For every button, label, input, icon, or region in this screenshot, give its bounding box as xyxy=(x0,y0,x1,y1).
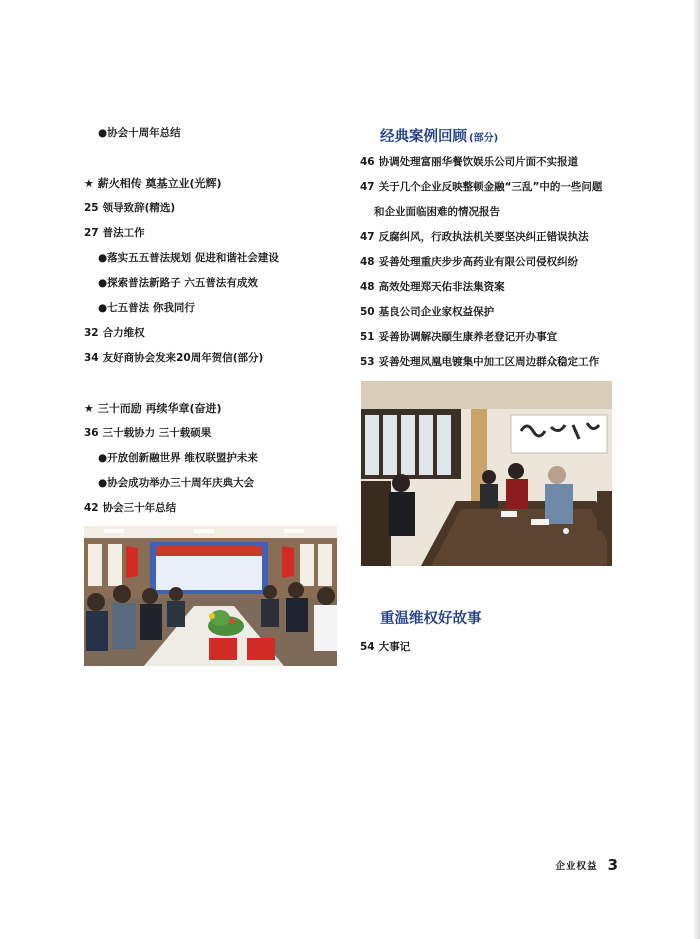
toc-item[interactable]: 36 三十载协力 三十载硕果 xyxy=(84,426,212,439)
case-item[interactable]: 53 妥善处理凤凰电镀集中加工区周边群众稳定工作 xyxy=(360,355,600,368)
cases-title-text: 经典案例回顾 xyxy=(380,129,467,145)
page-footer xyxy=(556,856,618,874)
toc-item[interactable]: ●协会十周年总结 xyxy=(98,126,181,139)
case-item[interactable]: 51 妥善协调解决颐生康养老登记开办事宜 xyxy=(360,330,558,343)
story-item[interactable]: 54 大事记 xyxy=(360,640,411,653)
toc-item[interactable]: 32 合力维权 xyxy=(84,326,145,339)
meeting-photo-left-illustration xyxy=(84,526,337,666)
cases-title-suffix: (部分) xyxy=(469,133,499,144)
case-item[interactable]: 46 协调处理富丽华餐饮娱乐公司片面不实报道 xyxy=(360,155,579,168)
case-item[interactable]: 47 关于几个企业反映整顿金融“三乱”中的一些问题 xyxy=(360,180,603,193)
meeting-photo-left xyxy=(84,526,337,666)
toc-subitem[interactable]: ●探索普法新路子 六五普法有成效 xyxy=(98,276,258,289)
toc-left-column xyxy=(84,120,349,520)
toc-section-heading: ★ 薪火相传 奠基立业(光辉) xyxy=(84,176,222,190)
toc-section-heading: ★ 三十而励 再续华章(奋进) xyxy=(84,401,222,415)
case-item[interactable]: 48 妥善处理重庆步步高药业有限公司侵权纠纷 xyxy=(360,255,579,268)
case-item-continuation: 和企业面临困难的情况报告 xyxy=(374,205,500,218)
toc-subitem[interactable]: ●七五普法 你我同行 xyxy=(98,301,195,314)
toc-item[interactable]: 27 普法工作 xyxy=(84,226,145,239)
page-number: 3 xyxy=(607,856,618,874)
meeting-photo-right xyxy=(361,381,612,566)
toc-subitem[interactable]: ●协会成功举办三十周年庆典大会 xyxy=(98,476,255,489)
stories-section-title: 重温维权好故事 xyxy=(380,611,482,627)
case-item[interactable]: 50 基良公司企业家权益保护 xyxy=(360,305,495,318)
cases-section-title xyxy=(380,125,630,149)
toc-item[interactable]: 42 协会三十年总结 xyxy=(84,501,177,514)
toc-item[interactable]: 25 领导致辞(精选) xyxy=(84,201,176,214)
toc-subitem[interactable]: ●落实五五普法规划 促进和谐社会建设 xyxy=(98,251,279,264)
case-item[interactable]: 47 反腐纠风，行政执法机关要坚决纠正错误执法 xyxy=(360,230,589,243)
toc-item[interactable]: 34 友好商协会发来20周年贺信(部分) xyxy=(84,351,264,364)
toc-right-column xyxy=(360,125,630,374)
case-item[interactable]: 48 高效处理郑天佑非法集资案 xyxy=(360,280,505,293)
page-edge xyxy=(694,0,700,939)
toc-subitem[interactable]: ●开放创新融世界 维权联盟护未来 xyxy=(98,451,258,464)
meeting-photo-right-illustration xyxy=(361,381,612,566)
footer-label: 企业权益 xyxy=(555,861,598,872)
